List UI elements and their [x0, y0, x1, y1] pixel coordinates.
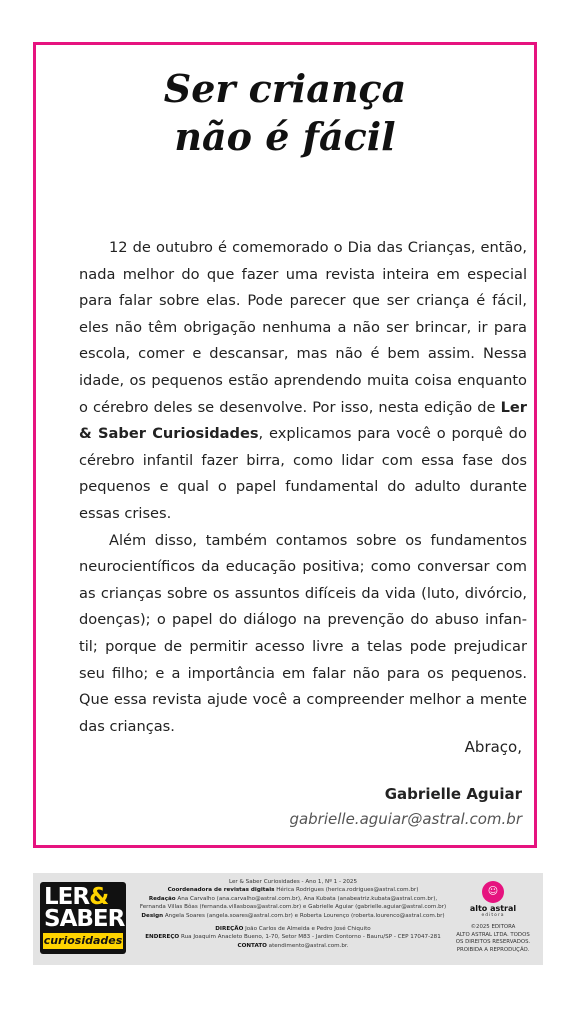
credit-redacao-2: Fernanda Villas Bôas (fernanda.villasboas@astral.com.br) e Gabrielle Aguiar (gabrielle.aguiar@astral.com.br): [139, 904, 447, 911]
credit-endereco: ENDEREÇO Rua Joaquim Anacleto Bueno, 1-70, Setor M83 - Jardim Contorno - Bauru/SP - CEP 17047-281: [145, 934, 441, 941]
editorial-frame: [33, 42, 537, 848]
ler-saber-logo: [40, 882, 126, 954]
author-name: Gabrielle Aguiar: [384, 785, 522, 803]
title-line-2: não é fácil: [174, 114, 396, 159]
credit-design: Design Angela Soares (angela.soares@astral.com.br) e Roberta Lourenço (roberta.lourenco@astral.com.br): [141, 912, 445, 919]
author-email[interactable]: gabrielle.aguiar@astral.com.br: [289, 810, 522, 828]
alto-astral-icon: ☺: [482, 881, 504, 903]
editorial-body: [79, 235, 527, 740]
logo-tagline: curiosidades: [43, 934, 123, 947]
paragraph-1-text-b: , explicamos para você o porquê do cérebro infantil fazer birra, como lidar com essa fase dos pequenos e qual o papel fundamental do adulto durante essas crises.: [79, 425, 527, 522]
credit-redacao: Redação Ana Carvalho (ana.carvalho@astral.com.br), Ana Kubata (anabeatriz.kubata@astral.com.br),: [148, 895, 438, 902]
paragraph-2: Além disso, também contamos sobre os fundamentos neurocientíficos da educação positiva; como conversar com as crianças sobre os assuntos difíceis da vida (luto, divórcio, doenças); o papel do diálogo na prevenção do abuso infan-til; porque de permitir acesso livre a telas pode prejudicar seu filho; e a importância em falar não para os pequenos. Que essa revista ajude você a compreender melhor a mente das crianças.: [79, 531, 527, 735]
closing: Abraço,: [464, 738, 522, 756]
title-line-1: Ser criança: [163, 66, 407, 111]
credit-contato: CONTATO atendimento@astral.com.br.: [237, 942, 349, 949]
page-title: [36, 65, 534, 161]
credits-block: [133, 878, 453, 950]
magazine-name: Ler & Saber Curiosidades: [79, 398, 527, 443]
issue-info: Ler & Saber Curiosidades - Ano 1, Nº 1 - 2025: [228, 879, 358, 885]
publisher-name: alto astral: [469, 904, 517, 913]
logo-line-1: LER&: [44, 884, 109, 910]
logo-line-2: SABER: [44, 906, 125, 932]
paragraph-1-text-a: 12 de outubro é comemorado o Dia das Crianças, então, nada melhor do que fazer uma revista inteira em especial para falar sobre elas. Pode parecer que ser criança é fácil, eles não têm obrigação nenhuma a não ser brincar, ir para escola, comer e descansar, mas não é bem assim. Nessa idade, os pequenos estão aprendendo muita coisa enquanto o cérebro deles se desenvolve. Por isso, nesta edição de: [79, 239, 527, 416]
publisher-sub: editora: [481, 913, 505, 918]
footer-credits: [33, 873, 543, 965]
credit-direcao: DIREÇÃO João Carlos de Almeida e Pedro José Chiquito: [215, 926, 371, 933]
credit-coord: Coordenadora de revistas digitais Hérica Rodrigues (herica.rodrigues@astral.com.br): [167, 887, 419, 894]
copyright: ©2025 EDITORA ALTO ASTRAL LTDA. TODOS OS DIREITOS RESERVADOS. PROIBIDA A REPRODUÇÃO.: [455, 924, 531, 953]
paragraph-1: [79, 235, 527, 528]
publisher-block: [451, 881, 535, 954]
